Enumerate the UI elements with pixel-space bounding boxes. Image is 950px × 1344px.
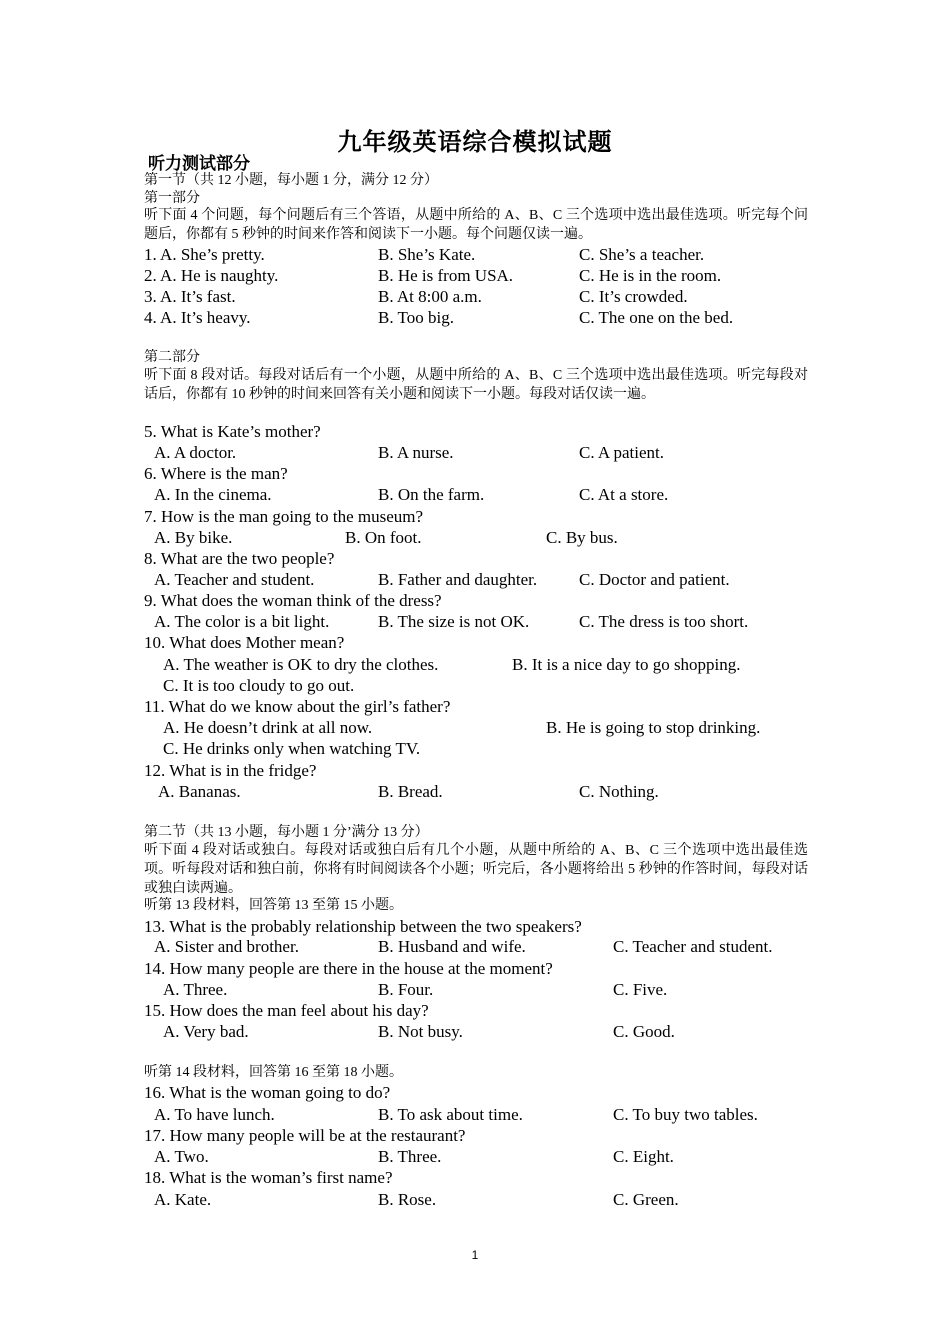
q18-option-b: B. Rose. <box>378 1190 437 1209</box>
q13-option-c: C. Teacher and student. <box>613 937 773 956</box>
part1-label: 第一部分 <box>144 191 200 206</box>
q12-option-c: C. Nothing. <box>579 782 659 801</box>
section1-heading: 第一节（共 12 小题，每小题 1 分，满分 12 分） <box>144 173 438 188</box>
q17-option-b: B. Three. <box>378 1147 442 1166</box>
q14-question: 14. How many people are there in the house at the moment? <box>144 959 553 978</box>
q4-option-b: B. Too big. <box>378 308 454 327</box>
q11-question: 11. What do we know about the girl’s father? <box>144 697 451 716</box>
q1-option-c: C. She’s a teacher. <box>579 245 705 264</box>
q18-option-c: C. Green. <box>613 1190 679 1209</box>
q11-option-a: A. He doesn’t drink at all now. <box>163 718 373 737</box>
q4-option-c: C. The one on the bed. <box>579 308 734 327</box>
q17-question: 17. How many people will be at the restaurant? <box>144 1126 466 1145</box>
q8-question: 8. What are the two people? <box>144 549 335 568</box>
material14-note: 听第 14 段材料，回答第 16 至第 18 小题。 <box>144 1065 403 1080</box>
q18-option-a: A. Kate. <box>154 1190 212 1209</box>
q3-option-a: 3. A. It’s fast. <box>144 287 236 306</box>
q13-option-b: B. Husband and wife. <box>378 937 526 956</box>
q16-question: 16. What is the woman going to do? <box>144 1083 391 1102</box>
q17-option-c: C. Eight. <box>613 1147 674 1166</box>
section2-instructions: 听下面 4 段对话或独白。每段对话或独白后有几个小题，从题中所给的 A、B、C 三个选项中选出最佳选项。听每段对话和独白前，你将有时间阅读各个小题；听完后，各小题将给出 5 秒钟的作答时间，每段对话或独白读两遍。 <box>144 843 808 896</box>
q10-option-b: B. It is a nice day to go shopping. <box>512 655 741 674</box>
q17-option-a: A. Two. <box>154 1147 209 1166</box>
section2-heading: 第二节（共 13 小题，每小题 1 分’满分 13 分） <box>144 825 429 840</box>
q9-option-a: A. The color is a bit light. <box>154 612 330 631</box>
q1-option-a: 1. A. She’s pretty. <box>144 245 265 264</box>
q11-option-b: B. He is going to stop drinking. <box>546 718 761 737</box>
q6-option-c: C. At a store. <box>579 485 669 504</box>
q5-option-b: B. A nurse. <box>378 443 454 462</box>
q7-option-c: C. By bus. <box>546 528 618 547</box>
q7-option-a: A. By bike. <box>154 528 233 547</box>
part2-label: 第二部分 <box>144 350 200 365</box>
q16-option-b: B. To ask about time. <box>378 1105 523 1124</box>
q14-option-c: C. Five. <box>613 980 668 999</box>
q9-question: 9. What does the woman think of the dress? <box>144 591 442 610</box>
q15-option-a: A. Very bad. <box>163 1022 249 1041</box>
material13-note: 听第 13 段材料，回答第 13 至第 15 小题。 <box>144 898 403 913</box>
q3-option-c: C. It’s crowded. <box>579 287 688 306</box>
q8-option-b: B. Father and daughter. <box>378 570 538 589</box>
q6-option-b: B. On the farm. <box>378 485 485 504</box>
q15-question: 15. How does the man feel about his day? <box>144 1001 429 1020</box>
q2-option-c: C. He is in the room. <box>579 266 722 285</box>
listening-header: 听力测试部分 <box>148 154 250 173</box>
q7-option-b: B. On foot. <box>345 528 422 547</box>
q9-option-b: B. The size is not OK. <box>378 612 530 631</box>
q6-option-a: A. In the cinema. <box>154 485 272 504</box>
q11-option-c: C. He drinks only when watching TV. <box>163 739 421 758</box>
q10-question: 10. What does Mother mean? <box>144 633 345 652</box>
q7-question: 7. How is the man going to the museum? <box>144 507 424 526</box>
q8-option-a: A. Teacher and student. <box>154 570 315 589</box>
page-number: 1 <box>471 1248 479 1262</box>
q1-option-b: B. She’s Kate. <box>378 245 476 264</box>
q16-option-c: C. To buy two tables. <box>613 1105 758 1124</box>
q12-option-a: A. Bananas. <box>158 782 241 801</box>
q16-option-a: A. To have lunch. <box>154 1105 275 1124</box>
q8-option-c: C. Doctor and patient. <box>579 570 730 589</box>
q18-question: 18. What is the woman’s first name? <box>144 1168 393 1187</box>
q10-option-c: C. It is too cloudy to go out. <box>163 676 355 695</box>
q4-option-a: 4. A. It’s heavy. <box>144 308 251 327</box>
q5-option-a: A. A doctor. <box>154 443 237 462</box>
page-title: 九年级英语综合模拟试题 <box>337 130 613 156</box>
q14-option-b: B. Four. <box>378 980 434 999</box>
q5-question: 5. What is Kate’s mother? <box>144 422 321 441</box>
q12-option-b: B. Bread. <box>378 782 443 801</box>
q15-option-c: C. Good. <box>613 1022 675 1041</box>
part2-instructions: 听下面 8 段对话。每段对话后有一个小题，从题中所给的 A、B、C 三个选项中选出最佳选项。听完每段对话后，你都有 10 秒钟的时间来回答有关小题和阅读下一小题。每段对话仅读一遍。 <box>144 368 808 402</box>
q13-option-a: A. Sister and brother. <box>154 937 299 956</box>
q14-option-a: A. Three. <box>163 980 228 999</box>
q5-option-c: C. A patient. <box>579 443 664 462</box>
q13-question: 13. What is the probably relationship between the two speakers? <box>144 917 582 936</box>
q12-question: 12. What is in the fridge? <box>144 761 317 780</box>
q9-option-c: C. The dress is too short. <box>579 612 749 631</box>
q15-option-b: B. Not busy. <box>378 1022 463 1041</box>
q10-option-a: A. The weather is OK to dry the clothes. <box>163 655 439 674</box>
q2-option-a: 2. A. He is naughty. <box>144 266 279 285</box>
q3-option-b: B. At 8:00 a.m. <box>378 287 482 306</box>
part1-instructions: 听下面 4 个问题，每个问题后有三个答语，从题中所给的 A、B、C 三个选项中选出最佳选项。听完每个问题后，你都有 5 秒钟的时间来作答和阅读下一小题。每个问题仅读一遍。 <box>144 208 808 242</box>
q2-option-b: B. He is from USA. <box>378 266 514 285</box>
q6-question: 6. Where is the man? <box>144 464 288 483</box>
